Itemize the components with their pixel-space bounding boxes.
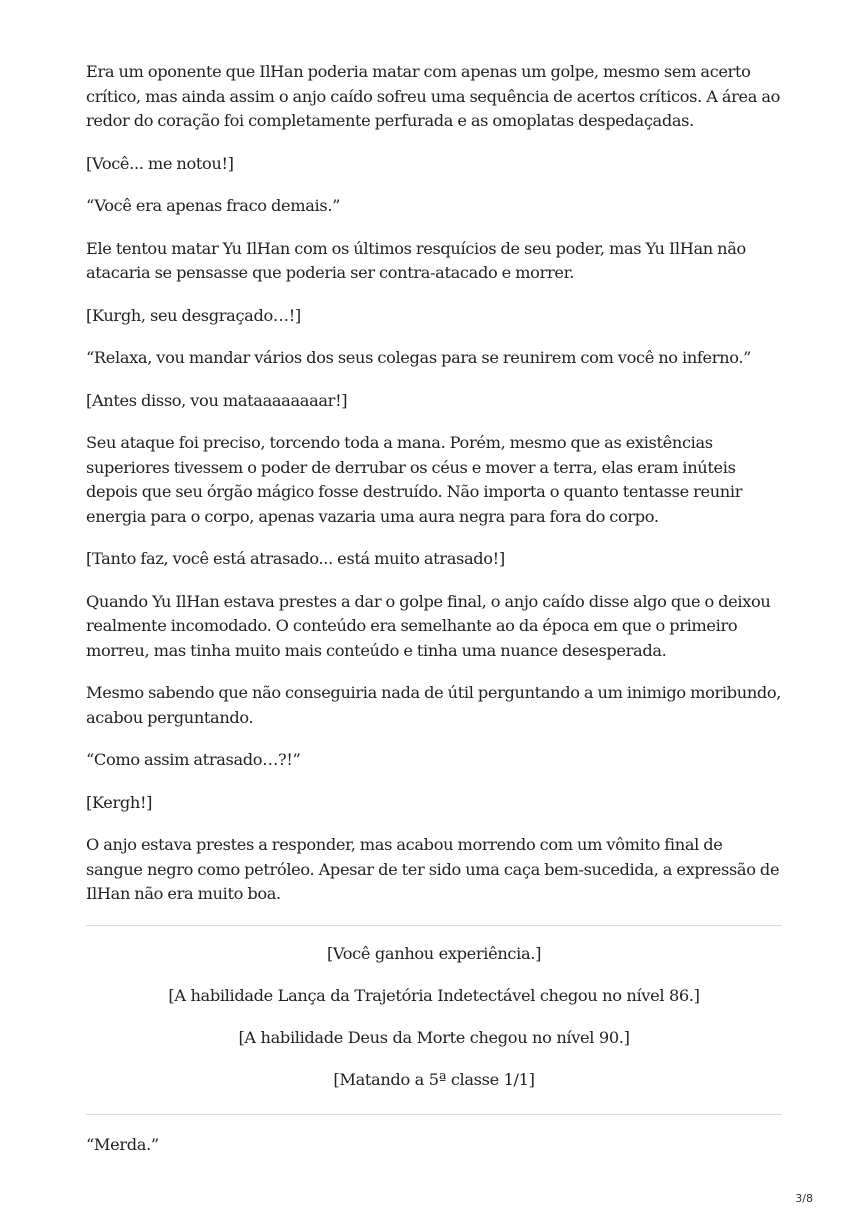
dialogue-line: “Relaxa, vou mandar vários dos seus colegas para se reunirem com você no inferno.”	[86, 348, 752, 367]
document-body	[86, 60, 782, 1175]
system-message: [Matando a 5ª classe 1/1]	[333, 1069, 535, 1089]
dialogue-line: “Como assim atrasado…?!”	[86, 750, 301, 769]
system-message: [A habilidade Deus da Morte chegou no nível 90.]	[238, 1027, 630, 1047]
paragraph: O anjo estava prestes a responder, mas acabou morrendo com um vômito final de sangue negro como petróleo. Apesar de ter sido uma caça bem-sucedida, a expressão de IlHan não era muito boa.	[86, 835, 780, 903]
page-number: 3/8	[795, 1192, 813, 1205]
paragraph: Mesmo sabendo que não conseguiria nada de útil perguntando a um inimigo moribundo, acabou perguntando.	[86, 683, 782, 727]
system-messages-block	[86, 938, 782, 1102]
system-message: [A habilidade Lança da Trajetória Indetectável chegou no nível 86.]	[168, 985, 700, 1005]
paragraph: Quando Yu IlHan estava prestes a dar o golpe final, o anjo caído disse algo que o deixou realmente incomodado. O conteúdo era semelhante ao da época em que o primeiro morreu, mas tinha muito mais conteúdo e tinha uma nuance desesperada.	[86, 591, 771, 660]
section-divider-top	[86, 925, 782, 926]
dialogue-line: “Você era apenas fraco demais.”	[86, 196, 341, 215]
paragraph: Era um oponente que IlHan poderia matar com apenas um golpe, mesmo sem acerto crítico, mas ainda assim o anjo caído sofreu uma sequência de acertos críticos. A área ao redor do coração foi completamente perfurada e as omoplatas despedaçadas.	[86, 62, 781, 130]
paragraph: Ele tentou matar Yu IlHan com os últimos resquícios de seu poder, mas Yu IlHan não atacaria se pensasse que poderia ser contra-atacado e morrer.	[86, 238, 746, 282]
system-message: [Você ganhou experiência.]	[326, 943, 542, 963]
dialogue-line: [Você... me notou!]	[86, 153, 234, 173]
dialogue-line: [Tanto faz, você está atrasado... está muito atrasado!]	[86, 549, 505, 568]
dialogue-line: [Antes disso, vou mataaaaaaaar!]	[86, 390, 348, 410]
section-divider-bottom	[86, 1114, 782, 1115]
dialogue-line: [Kergh!]	[86, 792, 153, 812]
paragraph: Seu ataque foi preciso, torcendo toda a mana. Porém, mesmo que as existências superiores tivessem o poder de derrubar os céus e mover a terra, elas eram inúteis depois que seu órgão mágico fosse destruído. Não importa o quanto tentasse reunir energia para o corpo, apenas vazaria uma aura negra para fora do corpo.	[86, 433, 743, 526]
dialogue-line: [Kurgh, seu desgraçado…!]	[86, 305, 301, 325]
closing-dialogue-line: “Merda.”	[86, 1134, 159, 1154]
